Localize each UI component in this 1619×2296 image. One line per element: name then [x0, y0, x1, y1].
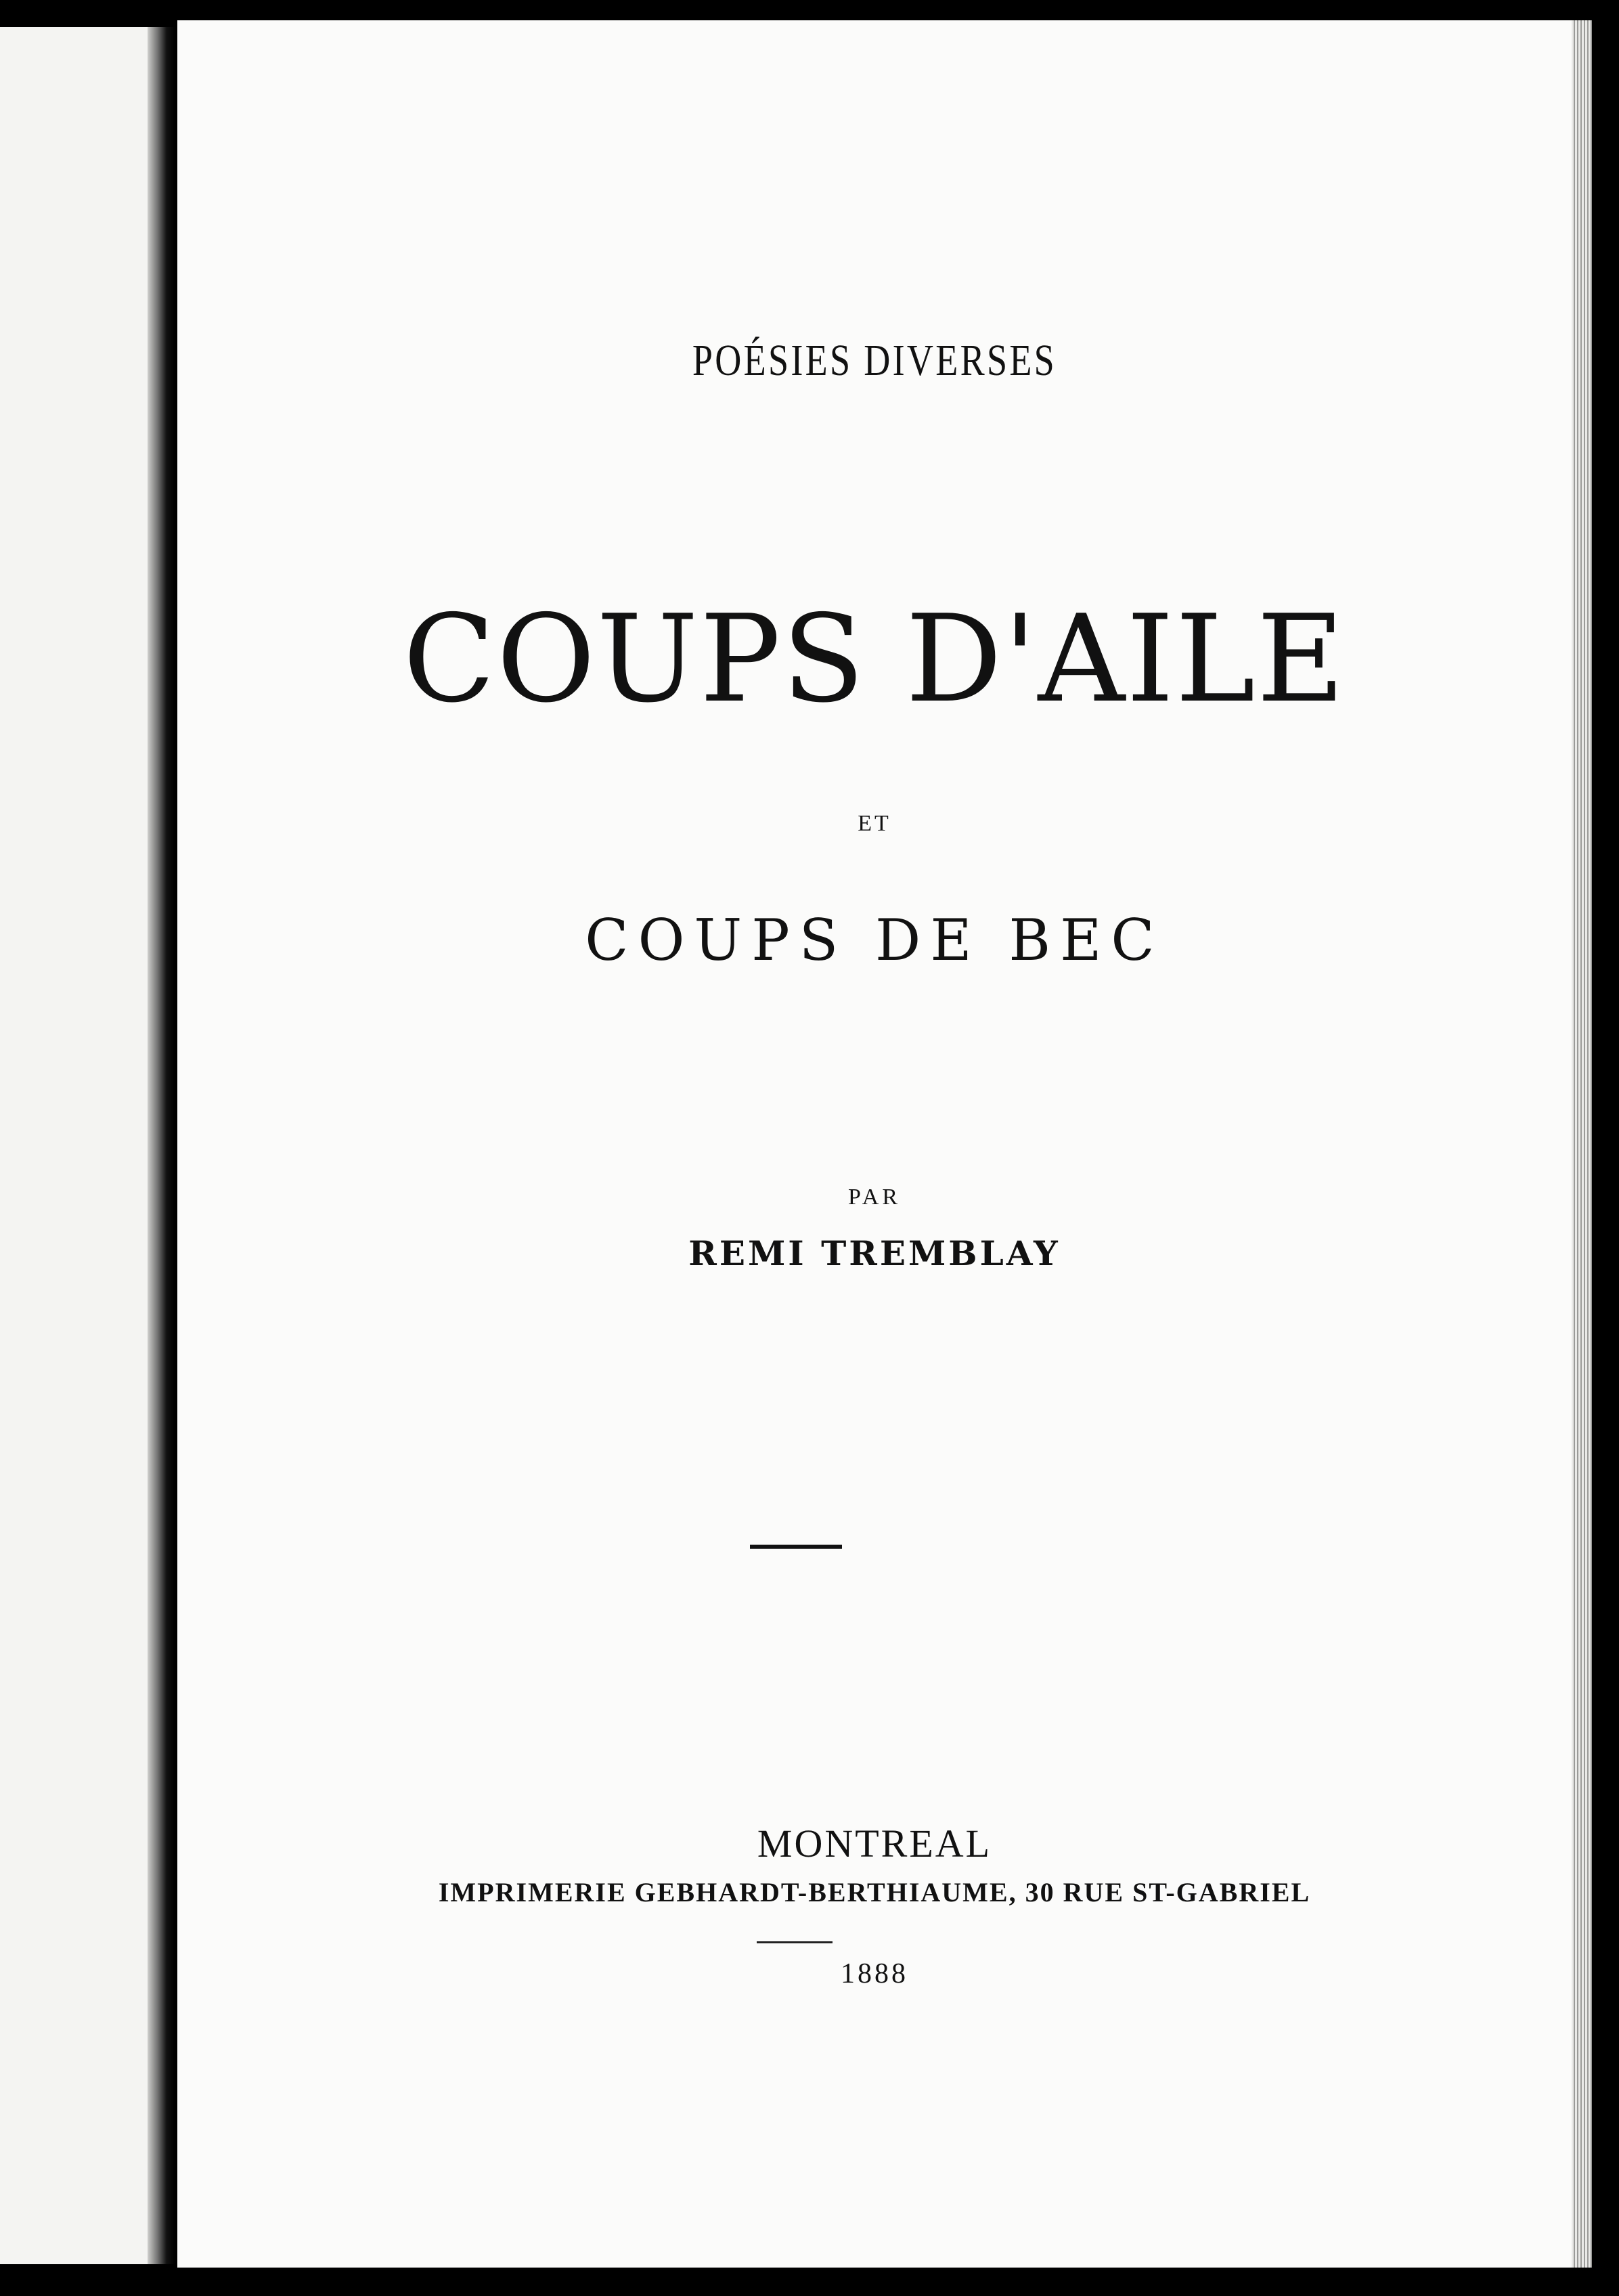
facing-page-left [0, 27, 152, 2264]
divider-rule [750, 1545, 842, 1549]
printer-imprint: IMPRIMERIE GEBHARDT-BERTHIAUME, 30 RUE ST-GABRIEL [438, 1877, 1311, 1907]
page-stack-edge [1572, 20, 1592, 2268]
series-title: POÉSIES DIVERSES [692, 336, 1057, 385]
publication-year: 1888 [841, 1958, 908, 1989]
publication-city: MONTREAL [757, 1822, 992, 1866]
by-line: PAR [847, 1185, 902, 1210]
book-gutter [148, 27, 175, 2264]
imprint-rule [757, 1941, 833, 1943]
book-title: COUPS D'AILE [403, 589, 1346, 729]
book-subtitle: COUPS DE BEC [585, 907, 1164, 973]
author-name: REMI TREMBLAY [688, 1233, 1061, 1273]
conjunction: ET [858, 811, 891, 836]
